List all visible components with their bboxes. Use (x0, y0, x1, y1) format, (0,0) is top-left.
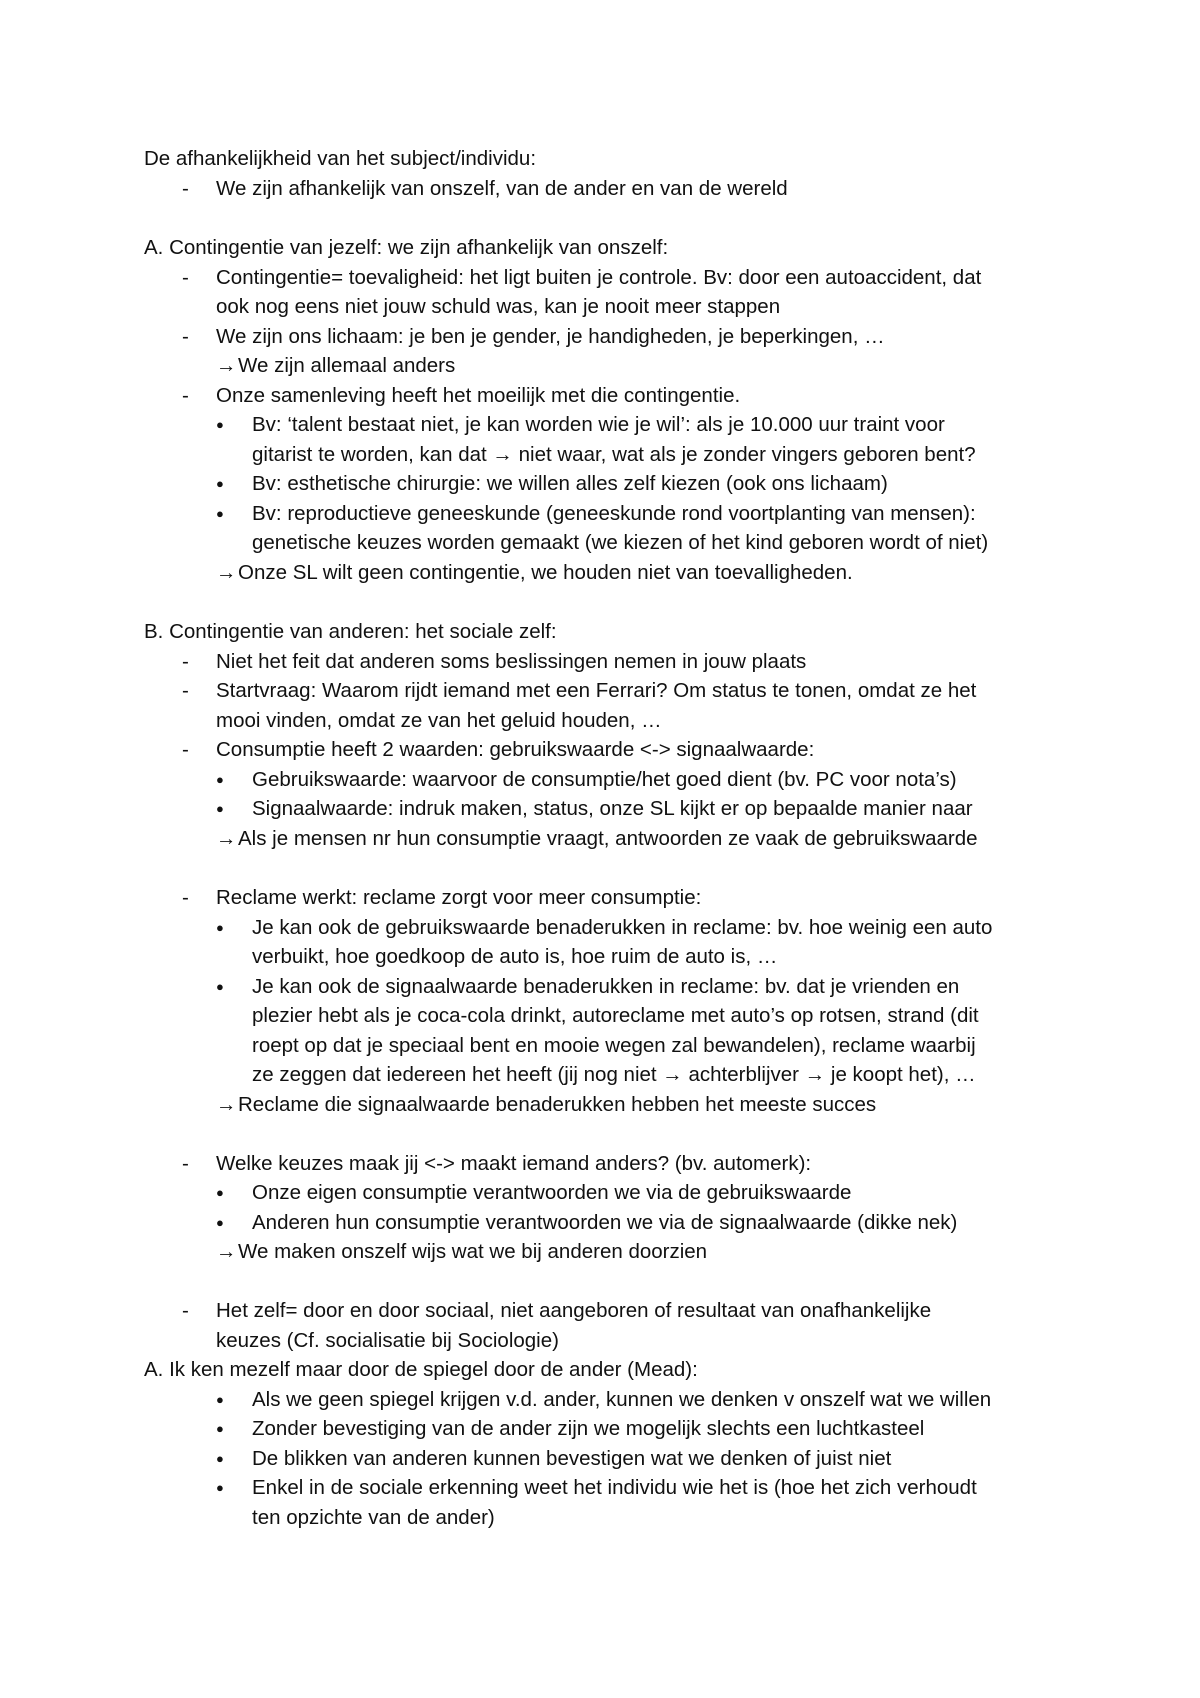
item-text: roept op dat je speciaal bent en mooie wegen zal bewandelen), reclame waarbij (252, 1034, 976, 1057)
dash-marker: - (182, 1152, 189, 1175)
arrow-icon: → (216, 827, 237, 850)
bullet-icon: ● (216, 1215, 224, 1230)
item-text: Als je mensen nr hun consumptie vraagt, antwoorden ze vaak de gebruikswaarde (238, 827, 978, 850)
bullet-icon: ● (216, 1451, 224, 1466)
item-text: ze zeggen dat iedereen het heeft (jij nog niet → achterblijver → je koopt het), … (252, 1063, 976, 1086)
bullet-icon: ● (216, 979, 224, 994)
section-heading-text: A. Contingentie van jezelf: we zijn afhankelijk van onszelf: (144, 236, 669, 259)
item-text: Anderen hun consumptie verantwoorden we via de signaalwaarde (dikke nek) (252, 1211, 958, 1234)
dash-marker: - (182, 650, 189, 673)
section-heading-text: A. Ik ken mezelf maar door de spiegel door de ander (Mead): (144, 1358, 698, 1381)
section-heading-text: B. Contingentie van anderen: het sociale zelf: (144, 620, 557, 643)
dash-marker: - (182, 325, 189, 348)
item-text: keuzes (Cf. socialisatie bij Sociologie) (216, 1329, 559, 1352)
item-text: Signaalwaarde: indruk maken, status, onze SL kijkt er op bepaalde manier naar (252, 797, 973, 820)
item-text: Contingentie= toevaligheid: het ligt buiten je controle. Bv: door een autoaccident, dat (216, 266, 982, 289)
bullet-icon: ● (216, 417, 224, 432)
item-text: Enkel in de sociale erkenning weet het individu wie het is (hoe het zich verhoudt (252, 1476, 977, 1499)
item-text: We zijn afhankelijk van onszelf, van de ander en van de wereld (216, 177, 788, 200)
dash-marker: - (182, 738, 189, 761)
bullet-icon: ● (216, 1421, 224, 1436)
item-text: Welke keuzes maak jij <-> maakt iemand anders? (bv. automerk): (216, 1152, 812, 1175)
item-text: Gebruikswaarde: waarvoor de consumptie/het goed dient (bv. PC voor nota’s) (252, 768, 957, 791)
item-text: Onze SL wilt geen contingentie, we houden niet van toevalligheden. (238, 561, 853, 584)
bullet-icon: ● (216, 1392, 224, 1407)
arrow-icon: → (216, 561, 237, 584)
item-text: Als we geen spiegel krijgen v.d. ander, kunnen we denken v onszelf wat we willen (252, 1388, 992, 1411)
bullet-icon: ● (216, 476, 224, 491)
dash-marker: - (182, 886, 189, 909)
arrow-icon: → (216, 1093, 237, 1116)
item-text: genetische keuzes worden gemaakt (we kiezen of het kind geboren wordt of niet) (252, 531, 989, 554)
item-text: Zonder bevestiging van de ander zijn we mogelijk slechts een luchtkasteel (252, 1417, 925, 1440)
item-text: verbuikt, hoe goedkoop de auto is, hoe ruim de auto is, … (252, 945, 778, 968)
bullet-icon: ● (216, 920, 224, 935)
item-text: Bv: esthetische chirurgie: we willen alles zelf kiezen (ook ons lichaam) (252, 472, 888, 495)
item-text: Onze eigen consumptie verantwoorden we via de gebruikswaarde (252, 1181, 852, 1204)
item-text: We zijn ons lichaam: je ben je gender, je handigheden, je beperkingen, … (216, 325, 885, 348)
item-text: Startvraag: Waarom rijdt iemand met een Ferrari? Om status te tonen, omdat ze het (216, 679, 977, 702)
item-text: De blikken van anderen kunnen bevestigen wat we denken of juist niet (252, 1447, 892, 1470)
item-text: Bv: reproductieve geneeskunde (geneeskunde rond voortplanting van mensen): (252, 502, 976, 525)
item-text: gitarist te worden, kan dat → niet waar, wat als je zonder vingers geboren bent? (252, 443, 976, 466)
item-text: We zijn allemaal anders (238, 354, 456, 377)
dash-marker: - (182, 266, 189, 289)
bullet-icon: ● (216, 1185, 224, 1200)
dash-marker: - (182, 177, 189, 200)
arrow-icon: → (216, 354, 237, 377)
dash-marker: - (182, 384, 189, 407)
bullet-icon: ● (216, 801, 224, 816)
item-text: Consumptie heeft 2 waarden: gebruikswaarde <-> signaalwaarde: (216, 738, 815, 761)
item-text: Je kan ook de gebruikswaarde benaderukken in reclame: bv. hoe weinig een auto (252, 916, 993, 939)
bullet-icon: ● (216, 1480, 224, 1495)
item-text: Je kan ook de signaalwaarde benaderukken in reclame: bv. dat je vrienden en (252, 975, 960, 998)
heading-text: De afhankelijkheid van het subject/individu: (144, 147, 537, 170)
item-text: plezier hebt als je coca-cola drinkt, autoreclame met auto’s op rotsen, strand (dit (252, 1004, 979, 1027)
dash-marker: - (182, 679, 189, 702)
item-text: Niet het feit dat anderen soms beslissingen nemen in jouw plaats (216, 650, 807, 673)
item-text: Reclame werkt: reclame zorgt voor meer consumptie: (216, 886, 702, 909)
item-text: We maken onszelf wijs wat we bij anderen doorzien (238, 1240, 708, 1263)
bullet-icon: ● (216, 772, 224, 787)
item-text: Onze samenleving heeft het moeilijk met die contingentie. (216, 384, 741, 407)
item-text: ten opzichte van de ander) (252, 1506, 495, 1529)
item-text: ook nog eens niet jouw schuld was, kan je nooit meer stappen (216, 295, 781, 318)
item-text: Het zelf= door en door sociaal, niet aangeboren of resultaat van onafhankelijke (216, 1299, 932, 1322)
item-text: mooi vinden, omdat ze van het geluid houden, … (216, 709, 662, 732)
arrow-icon: → (216, 1240, 237, 1263)
dash-marker: - (182, 1299, 189, 1322)
bullet-icon: ● (216, 506, 224, 521)
item-text: Bv: ‘talent bestaat niet, je kan worden wie je wil’: als je 10.000 uur traint voor (252, 413, 945, 436)
item-text: Reclame die signaalwaarde benaderukken hebben het meeste succes (238, 1093, 877, 1116)
